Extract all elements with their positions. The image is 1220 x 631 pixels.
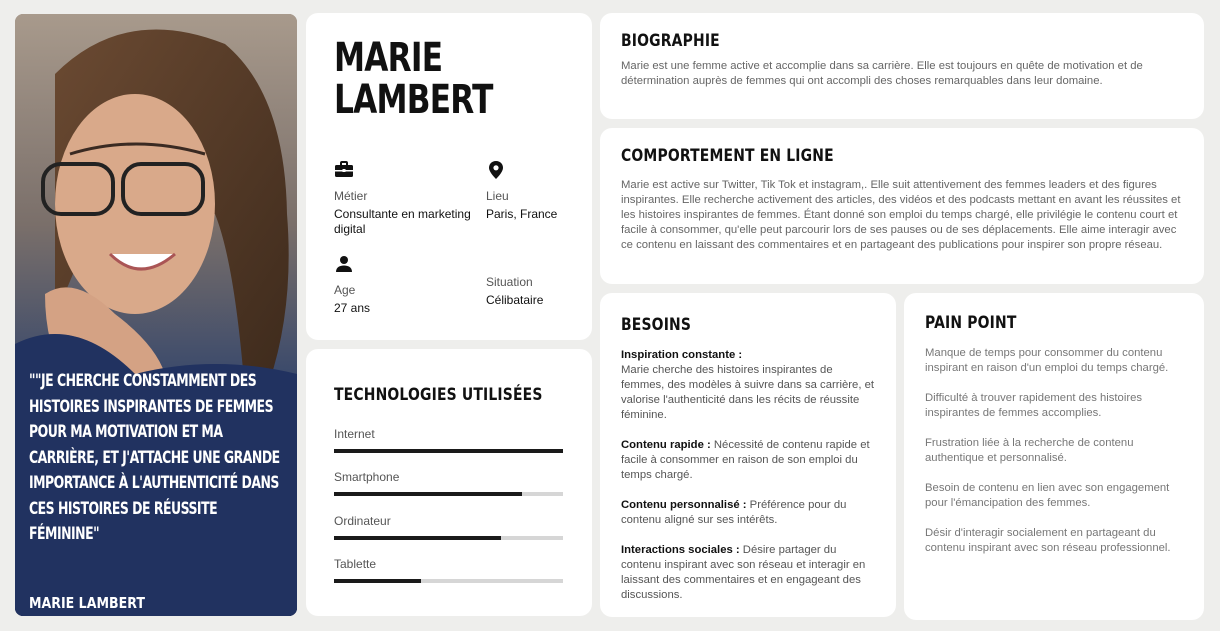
need-text: Nécessité de contenu rapide et facile à consommer en raison de son emploi du temps chargé. <box>621 439 870 481</box>
profile-quote: ""JE CHERCHE CONSTAMMENT DES HISTOIRES INSPIRANTES DE FEMMES POUR MA MOTIVATION ET MA CARRIÈRE, ET J'ATTACHE UNE GRANDE IMPORTANCE À L'AUTHENTICITÉ DANS CES HISTOIRES DE RÉUSSITE FÉMININE" <box>29 371 280 543</box>
besoins-list <box>621 348 877 618</box>
biographie-card <box>600 13 1204 119</box>
besoins-card <box>600 293 896 617</box>
pain-point-title: PAIN POINT <box>925 313 1017 333</box>
age-value: 27 ans <box>334 301 371 315</box>
need-label: Inspiration constante : <box>621 349 743 361</box>
need-item <box>621 348 877 423</box>
tech-bar-tablette <box>334 579 563 583</box>
pain-item: Besoin de contenu en lien avec son engagement pour l'émancipation des femmes. <box>925 482 1170 509</box>
age-label: Age <box>334 283 356 297</box>
metier-label: Métier <box>334 189 368 203</box>
briefcase-icon <box>334 160 354 180</box>
tech-label-tablette: Tablette <box>334 557 377 571</box>
need-text: Désire partager du contenu inspirant avec son réseau et interagir en laissant des commentaires et en engageant des discussions. <box>621 544 866 601</box>
need-text: Marie cherche des histoires inspirantes de femmes, des modèles à suivre dans sa carrière, et valorise l'authenticité dans les récits de réussite féminine. <box>621 364 875 421</box>
pain-point-list <box>925 346 1185 571</box>
person-icon <box>334 254 354 274</box>
identity-card <box>306 13 592 340</box>
biographie-text: Marie est une femme active et accomplie dans sa carrière. Elle est toujours en quête de motivation et de détermination auprès de femmes qui ont accompli des choses remarquables dans leur domaine. <box>621 60 1143 87</box>
need-label: Contenu personnalisé : <box>621 499 747 511</box>
need-label: Contenu rapide : <box>621 439 711 451</box>
tech-label-smartphone: Smartphone <box>334 470 400 484</box>
situation-label: Situation <box>486 275 533 289</box>
tech-bar-ordinateur <box>334 536 563 540</box>
pain-item: Désir d'interagir socialement en partageant du contenu inspirant avec son réseau professionnel. <box>925 527 1171 554</box>
situation-value: Célibataire <box>486 293 544 307</box>
tech-bar-internet <box>334 449 563 453</box>
tech-label-internet: Internet <box>334 427 375 441</box>
need-text: Préférence pour du contenu aligné sur ses intérêts. <box>621 499 847 526</box>
pain-item: Manque de temps pour consommer du contenu inspirant en raison d'un emploi du temps chargé. <box>925 347 1169 374</box>
tech-bar-smartphone <box>334 492 563 496</box>
info-metier <box>334 160 474 237</box>
need-item <box>621 543 877 603</box>
comportement-card <box>600 128 1204 284</box>
lieu-label: Lieu <box>486 189 509 203</box>
biographie-title: BIOGRAPHIE <box>621 31 720 51</box>
location-pin-icon <box>486 160 506 180</box>
tech-label-ordinateur: Ordinateur <box>334 514 391 528</box>
persona-name: MARIE LAMBERT <box>334 35 493 123</box>
profile-photo <box>15 14 297 616</box>
besoins-title: BESOINS <box>621 315 692 335</box>
comportement-title: COMPORTEMENT EN LIGNE <box>621 146 834 166</box>
need-label: Interactions sociales : <box>621 544 740 556</box>
pain-item: Frustration liée à la recherche de contenu authentique et personnalisé. <box>925 437 1134 464</box>
quote-author: MARIE LAMBERT <box>29 594 145 612</box>
technologies-card <box>306 349 592 616</box>
lieu-value: Paris, France <box>486 207 558 221</box>
comportement-text: Marie est active sur Twitter, Tik Tok et instagram,. Elle suit attentivement des femmes leaders et des figures inspirantes. Elle recherche activement des articles, des vidéos et des podcasts mettant en avant les réussites et les histoires inspirantes de femmes. Étant donné son emploi du temps chargé, elle privilégie le contenu court et facile à consommer, qu'elle peut parcourir lors de ses pauses ou de ses déplacements. Elle aime interagir avec ce contenu en laissant des commentaires et en partageant des publications pour inspirer son propre réseau. <box>621 179 1181 251</box>
need-item <box>621 438 877 483</box>
pain-item: Difficulté à trouver rapidement des histoires inspirantes de femmes accomplies. <box>925 392 1143 419</box>
pain-point-card <box>904 293 1204 620</box>
info-age <box>334 254 474 316</box>
need-item <box>621 498 877 528</box>
metier-value: Consultante en marketing digital <box>334 207 471 236</box>
technologies-title: TECHNOLOGIES UTILISÉES <box>334 385 543 405</box>
